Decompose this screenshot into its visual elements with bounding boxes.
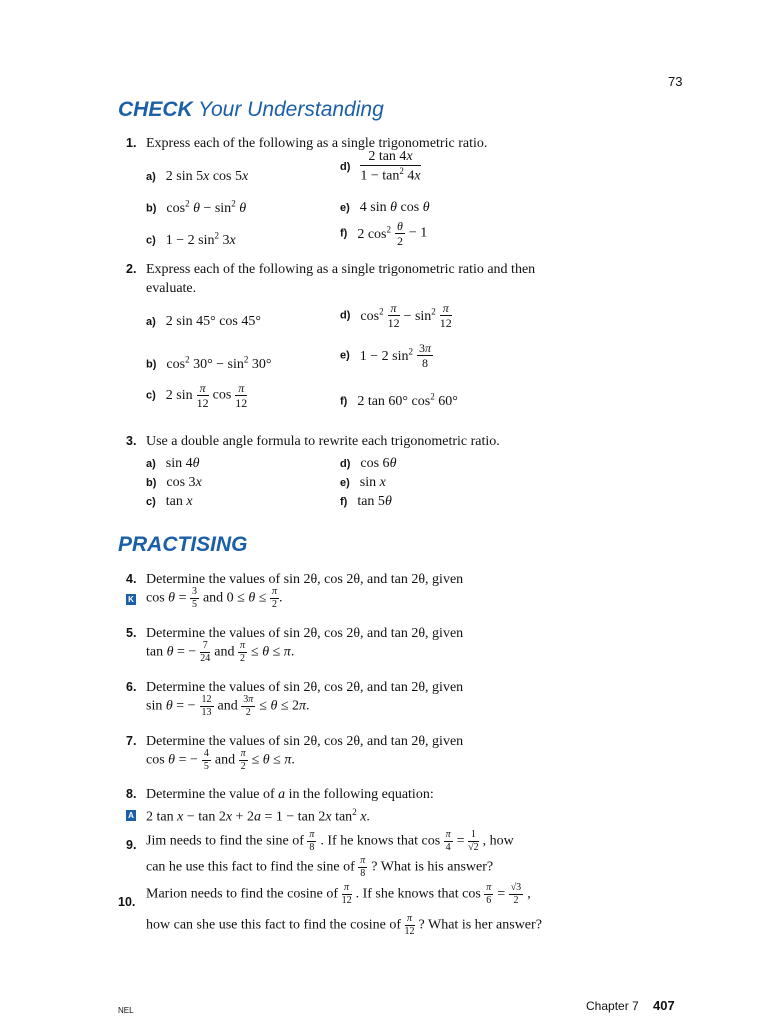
q2-b-expr: $\cos^2 30^\circ - \sin^2 30^\circ$ <box>166 354 272 372</box>
q2-c-frac2: $\frac{\pi}{12}$ <box>235 381 248 410</box>
q2-e: e) 1 − 2 $\sin^2$ $\frac{3\pi}{8}$ <box>340 341 432 370</box>
check-heading-bold: CHECK <box>118 98 193 121</box>
q8-number: 8. <box>126 787 137 801</box>
q10-line1: Marion needs to find the cosine of $\frac{\pi}{12}$ . If she knows that cos $\frac{\pi}{6}$ = $\frac{√3}{2}$ , <box>146 882 531 906</box>
q3-f: f) tan 5θ <box>340 494 392 509</box>
q1-d-label: d) <box>340 160 351 173</box>
q1-a-label: a) <box>146 171 156 183</box>
q5-number: 5. <box>126 626 137 640</box>
q1-c-expr: 1 − 2 $\sin^2 3x$ <box>165 230 236 248</box>
q2-text-line2: evaluate. <box>146 281 197 296</box>
q6-condition: sin θ = − $\frac{12}{13}$ and $\frac{3\pi}{2}$ ≤ θ ≤ 2π. <box>146 694 310 718</box>
q3-text: Use a double angle formula to rewrite each trigonometric ratio. <box>146 434 500 449</box>
q1-b-expr: $\cos^2 \theta - \sin^2 \theta$ <box>166 198 247 216</box>
q2-b <box>146 354 272 373</box>
q2-a-expr: 2 sin 45° cos 45° <box>165 314 261 329</box>
q2-f <box>340 391 458 410</box>
q1-number: 1. <box>126 136 137 150</box>
q10-number: 10. <box>118 895 136 909</box>
q2-c: c) 2 sin $\frac{\pi}{12}$ cos $\frac{\pi}{12}$ <box>146 381 248 410</box>
q1-e <box>340 198 430 216</box>
q4-text: Determine the values of sin 2θ, cos 2θ, and tan 2θ, given <box>146 572 464 587</box>
badge-a: A <box>126 805 136 823</box>
q9-number: 9. <box>126 838 137 852</box>
q2-d: d) $\cos^2$ $\frac{\pi}{12}$ − $\sin^2$ $\frac{\pi}{12}$ <box>340 301 452 330</box>
q9-line1: Jim needs to find the sine of $\frac{\pi}{8}$ . If he knows that cos $\frac{\pi}{4}$ = $\frac{1}{√2}$ , how <box>146 829 514 853</box>
q2-f-expr: 2 tan 60° $\cos^2 60^\circ$ <box>357 391 458 409</box>
footer-nel: NEL <box>118 1006 134 1015</box>
q7-condition: cos θ = − $\frac{4}{5}$ and $\frac{\pi}{2}$ ≤ θ ≤ π. <box>146 748 295 772</box>
q3-number: 3. <box>126 434 137 448</box>
q3-b: b) cos 3x <box>146 475 202 490</box>
q2-a-label: a) <box>146 316 156 328</box>
q1-b <box>146 198 246 217</box>
q2-a <box>146 312 261 330</box>
q6-text: Determine the values of sin 2θ, cos 2θ, and tan 2θ, given <box>146 680 464 695</box>
q2-e-frac: $\frac{3\pi}{8}$ <box>419 341 432 370</box>
q7-number: 7. <box>126 734 137 748</box>
q2-c-label: c) <box>146 389 156 402</box>
q3-a: a) sin 4θ <box>146 456 200 471</box>
q5-text: Determine the values of sin 2θ, cos 2θ, and tan 2θ, given <box>146 626 464 641</box>
q3-c: c) tan x <box>146 494 193 509</box>
q4-number: 4. <box>126 572 137 586</box>
q1-f: f) 2 $\cos^2$ $\frac{\theta}{2}$ − 1 <box>340 219 428 248</box>
q1-d-expr: $\frac{2 \tan 4x}{1 - \tan^2 4x}$ <box>360 149 421 184</box>
q10-line2: how can she use this fact to find the cosine of $\frac{\pi}{12}$ ? What is her answer? <box>146 913 542 937</box>
footer-chapter: Chapter 7 <box>586 999 639 1013</box>
q2-text-line1: Express each of the following as a single trigonometric ratio and then <box>146 262 536 277</box>
q2-d-label: d) <box>340 309 351 322</box>
q1-d <box>340 150 421 184</box>
q2-d-frac1: $\frac{\pi}{12}$ <box>387 301 400 330</box>
q8-equation: 2 tan x − tan 2x + 2a = 1 − tan 2x $\tan^2 x$. <box>146 807 370 825</box>
badge-k: K <box>126 589 136 607</box>
q1-b-label: b) <box>146 202 157 215</box>
q1-a <box>146 167 248 185</box>
q5-condition: tan θ = − $\frac{7}{24}$ and $\frac{\pi}{2}$ ≤ θ ≤ π. <box>146 640 295 664</box>
footer-page-number: 407 <box>653 998 675 1013</box>
q9-line2: can he use this fact to find the sine of $\frac{\pi}{8}$ ? What is his answer? <box>146 855 494 879</box>
q1-f-expr: 2 $\cos^2$ <box>357 224 391 242</box>
q1-e-label: e) <box>340 202 350 214</box>
q1-f-label: f) <box>340 227 348 240</box>
practising-heading: PRACTISING <box>118 533 248 556</box>
q1-e-expr: 4 sin θ cos θ <box>359 200 430 215</box>
q1-c-label: c) <box>146 234 156 247</box>
q2-c-frac1: $\frac{\pi}{12}$ <box>196 381 209 410</box>
check-heading <box>118 98 384 122</box>
q2-e-label: e) <box>340 349 350 362</box>
q1-c <box>146 230 236 249</box>
q2-f-label: f) <box>340 395 348 408</box>
q2-b-label: b) <box>146 358 157 371</box>
q7-text: Determine the values of sin 2θ, cos 2θ, and tan 2θ, given <box>146 734 464 749</box>
q1-f-frac: $\frac{\theta}{2}$ <box>396 219 403 248</box>
q2-d-frac2: $\frac{\pi}{12}$ <box>439 301 452 330</box>
q8-text: Determine the value of a in the following equation: <box>146 787 434 802</box>
top-page-number: 73 <box>668 74 683 89</box>
q1-text: Express each of the following as a single trigonometric ratio. <box>146 136 488 151</box>
q3-d: d) cos 6θ <box>340 456 397 471</box>
q4-condition: cos θ = $\frac{3}{5}$ and 0 ≤ θ ≤ $\frac{\pi}{2}$ . <box>146 586 283 610</box>
q3-e: e) sin x <box>340 475 386 490</box>
q6-number: 6. <box>126 680 137 694</box>
check-heading-rest: Your Understanding <box>192 98 384 121</box>
q2-number: 2. <box>126 262 137 276</box>
q1-a-expr: 2 sin 5x cos 5x <box>165 169 249 184</box>
